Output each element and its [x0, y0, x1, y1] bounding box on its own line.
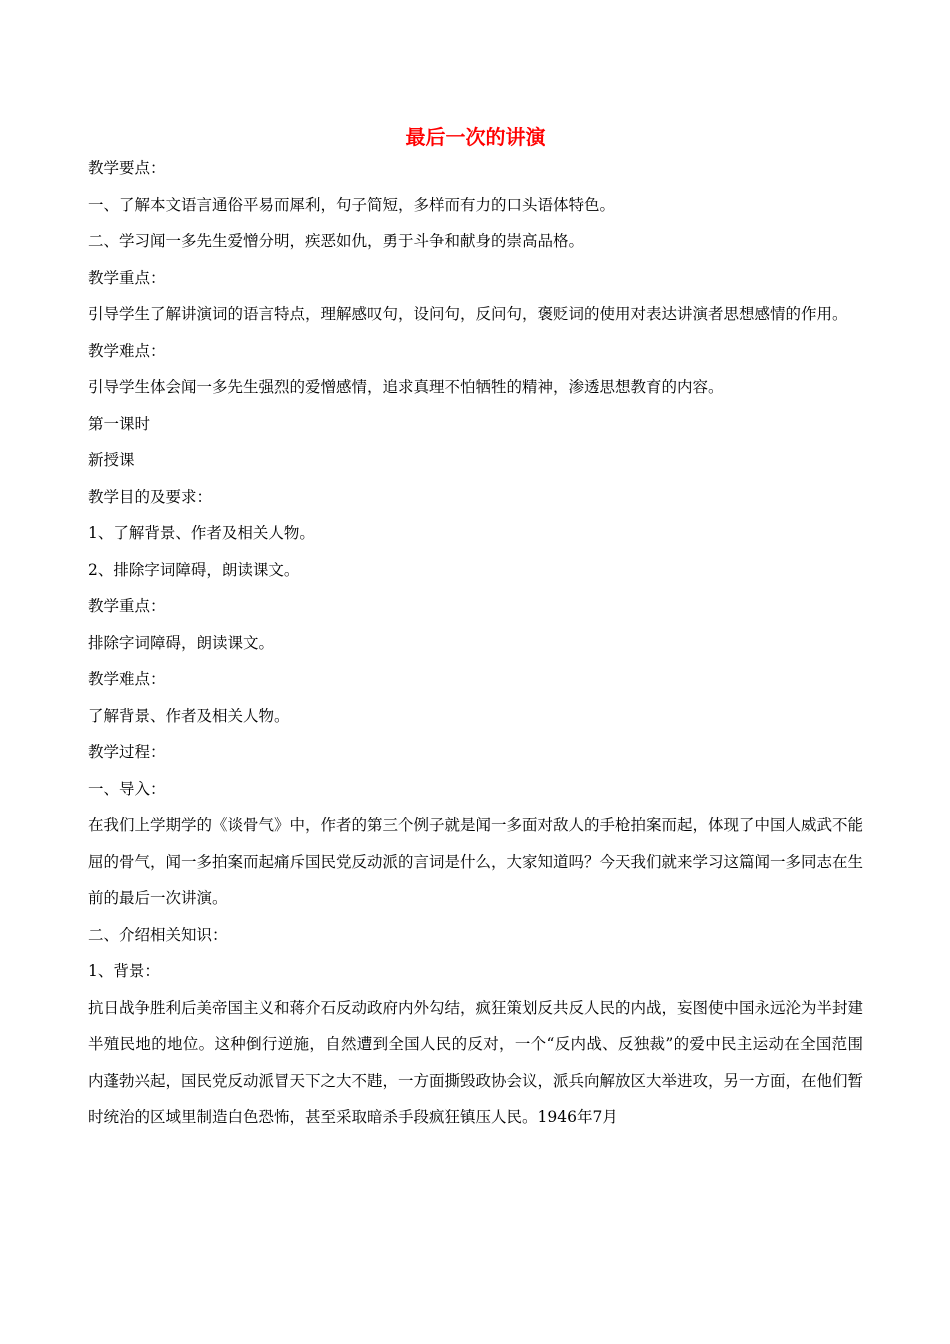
paragraph: 引导学生体会闻一多先生强烈的爱憎感情，追求真理不怕牺牲的精神，渗透思想教育的内容。	[88, 378, 724, 396]
section-heading-teaching-points: 教学要点：	[88, 159, 166, 177]
paragraph: 了解背景、作者及相关人物。	[88, 706, 290, 725]
list-item: 1、了解背景、作者及相关人物。	[88, 524, 315, 542]
paragraph: 新授课	[88, 451, 135, 469]
paragraph: 排除字词障碍，朗读课文。	[88, 633, 275, 652]
paragraph: 引导学生了解讲演词的语言特点，理解感叹句，设问句，反问句，褒贬词的使用对表达讲演者思想感情的作用。	[88, 305, 848, 323]
section-heading-intro: 一、导入：	[88, 779, 166, 798]
section-heading-background: 1、背景：	[88, 962, 160, 980]
paragraph: 二、学习闻一多先生爱憎分明，疾恶如仇，勇于斗争和献身的崇高品格。	[88, 232, 585, 250]
section-heading-difficulties: 教学难点：	[88, 670, 166, 688]
section-heading-process: 教学过程：	[88, 743, 166, 761]
document-title: 最后一次的讲演	[405, 125, 546, 149]
document-page	[88, 120, 863, 1136]
section-heading-key-points: 教学重点：	[88, 268, 166, 287]
paragraph: 在我们上学期学的《谈骨气》中，作者的第三个例子就是闻一多面对敌人的手枪拍案而起，体现了中国人威武不能屈的骨气，闻一多拍案而起痛斥国民党反动派的言词是什么，大家知道吗？今天我们就来学习这篇闻一多同志在生前的最后一次讲演。	[88, 816, 864, 907]
list-item: 2、排除字词障碍，朗读课文。	[88, 560, 300, 579]
paragraph: 一、了解本文语言通俗平易而犀利，句子简短，多样而有力的口头语体特色。	[88, 195, 616, 214]
section-heading-lesson: 第一课时	[88, 414, 151, 433]
section-heading-objectives: 教学目的及要求：	[88, 487, 213, 506]
section-heading-difficulties: 教学难点：	[88, 341, 166, 360]
section-heading-key-points: 教学重点：	[88, 597, 166, 615]
paragraph: 抗日战争胜利后美帝国主义和蒋介石反动政府内外勾结，疯狂策划反共反人民的内战，妄图使中国永远沦为半封建半殖民地的地位。这种倒行逆施，自然遭到全国人民的反对，一个“反内战、反独裁”的爱中民主运动在全国范围内蓬勃兴起，国民党反动派冒天下之大不韪，一方面撕毁政协会议，派兵向解放区大举进攻，另一方面，在他们暂时统治的区域里制造白色恐怖，甚至采取暗杀手段疯狂镇压人民。1946年7月	[88, 998, 864, 1126]
section-heading-knowledge: 二、介绍相关知识：	[88, 925, 228, 944]
